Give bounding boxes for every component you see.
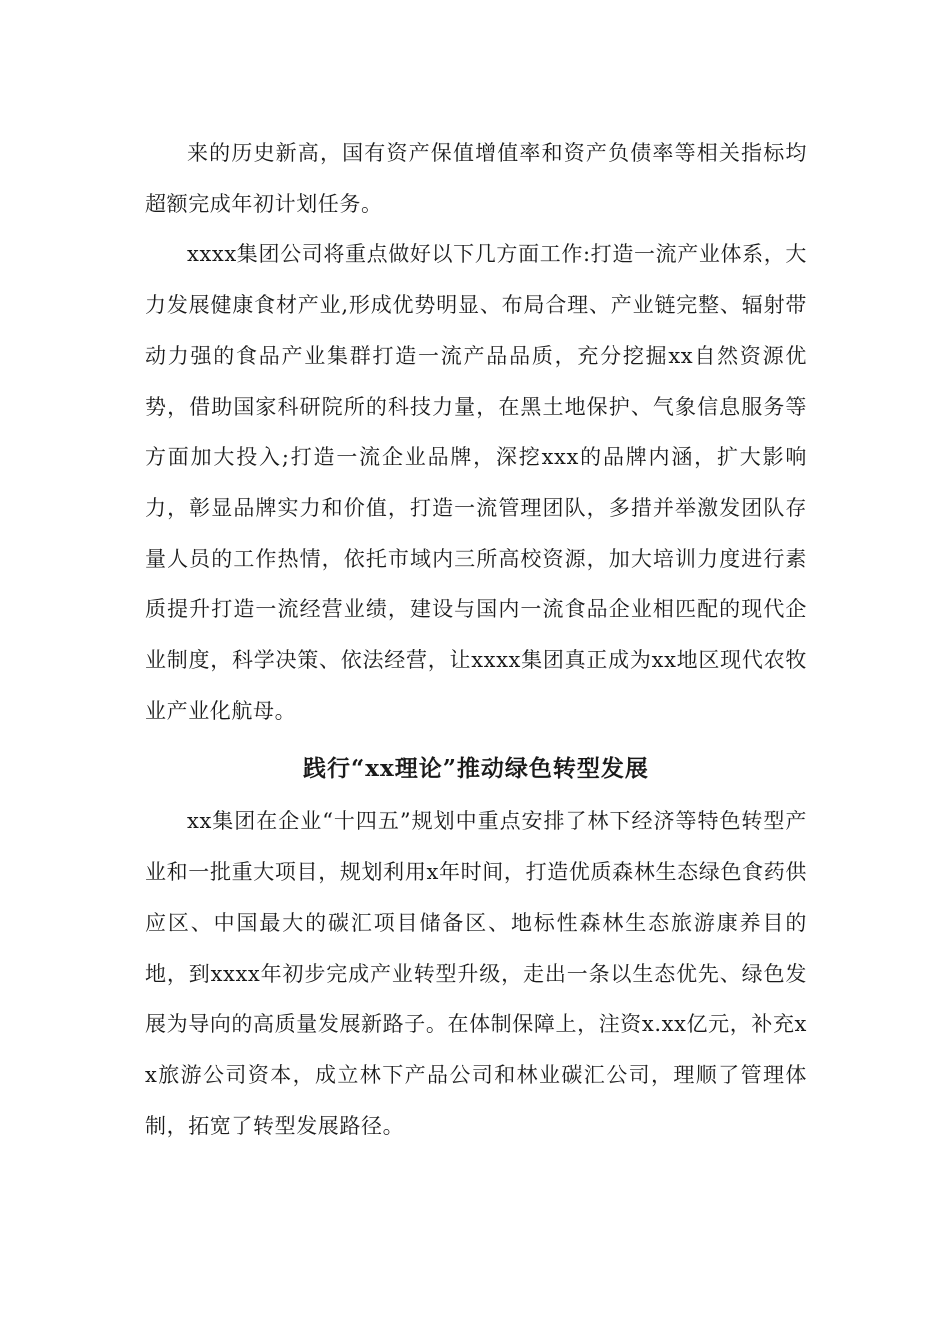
paragraph-1: 来的历史新高，国有资产保值增值率和资产负债率等相关指标均超额完成年初计划任务。 [145,141,807,216]
paragraph-2: xxxx集团公司将重点做好以下几方面工作:打造一流产业体系，大力发展健康食材产业,形成优势明显、布局合理、产业链完整、辐射带动力强的食品产业集群打造一流产品品质，充分挖掘xx自然资源优势，借助国家科研院所的科技力量，在黑土地保护、气象信息服务等方面加大投入;打造一流企业品牌，深挖xxx的品牌内涵，扩大影响力，彰显品牌实力和价值，打造一流管理团队，多措并举激发团队存量人员的工作热情，依托市域内三所高校资源，加大培训力度进行素质提升打造一流经营业绩，建设与国内一流食品企业相匹配的现代企业制度，科学决策、依法经营，让xxxx集团真正成为xx地区现代农牧业产业化航母。 [145,242,807,723]
section-heading: 践行“xx理论”推动绿色转型发展 [303,755,649,783]
paragraph-3: xx集团在企业“十四五”规划中重点安排了林下经济等特色转型产业和一批重大项目，规划利用x年时间，打造优质森林生态绿色食药供应区、中国最大的碳汇项目储备区、地标性森林生态旅游康养目的地，到xxxx年初步完成产业转型升级，走出一条以生态优先、绿色发展为导向的高质量发展新路子。在体制保障上，注资x.xx亿元，补充xx旅游公司资本，成立林下产品公司和林业碳汇公司，理顺了管理体制，拓宽了转型发展路径。 [145,809,807,1138]
document-body [145,128,807,1151]
